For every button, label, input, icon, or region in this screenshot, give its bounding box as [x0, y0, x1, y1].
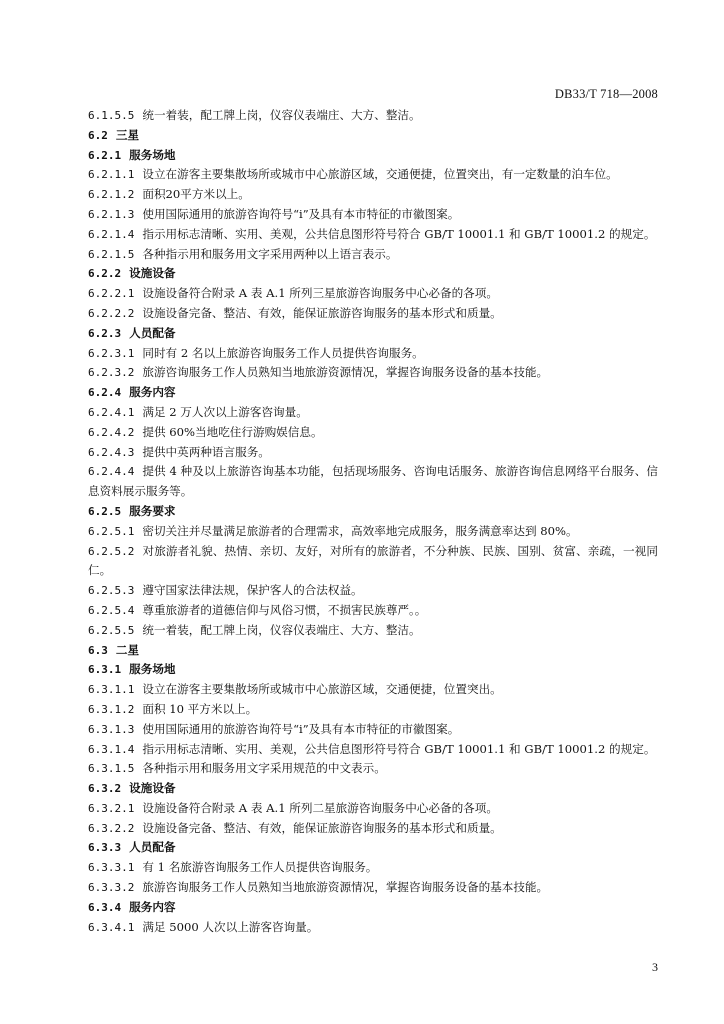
clause-line	[88, 799, 658, 819]
clause-text: 人员配备	[129, 840, 176, 855]
clause-number: 6.2	[88, 128, 108, 142]
section-heading	[88, 898, 658, 918]
clause-line	[88, 403, 658, 423]
clause-number: 6.2.5.4	[88, 603, 135, 617]
clause-text: 各种指示用和服务用文字采用规范的中文表示。	[142, 761, 386, 776]
clause-line	[88, 858, 658, 878]
clause-number: 6.3	[88, 643, 108, 657]
clause-line	[88, 700, 658, 720]
clause-line	[88, 680, 658, 700]
clause-line	[88, 918, 658, 938]
clause-text: 指示用标志清晰、实用、美观，公共信息图形符号符合 GB/T 10001.1 和 GB/T 10001.2 的规定。	[142, 226, 656, 241]
clause-number: 6.2.5.5	[88, 623, 135, 637]
clause-line	[88, 363, 658, 383]
clause-number: 6.3.1.3	[88, 722, 135, 736]
clause-number: 6.2.1.1	[88, 168, 135, 182]
clause-text: 满足 5000 人次以上游客咨询量。	[142, 919, 319, 934]
clause-text: 设施设备	[129, 781, 176, 796]
clause-number: 6.3.3.2	[88, 881, 135, 895]
clause-number: 6.2.5.1	[88, 524, 135, 538]
clause-number: 6.2.4.3	[88, 445, 135, 459]
clause-number: 6.2.1	[88, 148, 122, 162]
clause-text: 满足 2 万人次以上游客咨询量。	[142, 404, 308, 419]
clause-number: 6.2.4	[88, 386, 122, 400]
clause-text: 有 1 名旅游咨询服务工作人员提供咨询服务。	[142, 860, 378, 875]
clause-number: 6.2.5.3	[88, 584, 135, 598]
clause-line	[88, 720, 658, 740]
clause-line	[88, 522, 658, 542]
page-number: 3	[652, 960, 658, 974]
clause-line	[88, 819, 658, 839]
clause-number: 6.3.2.1	[88, 801, 135, 815]
clause-text: 三星	[115, 127, 140, 142]
clause-number: 6.2.2.1	[88, 287, 135, 301]
clause-text: 服务场地	[129, 147, 176, 162]
clause-number: 6.2.2	[88, 267, 122, 281]
clause-number: 6.1.5.5	[88, 109, 135, 122]
clause-text: 旅游咨询服务工作人员熟知当地旅游资源情况，掌握咨询服务设备的基本技能。	[142, 365, 549, 380]
clause-text: 提供 4 种及以上旅游咨询基本功能，包括现场服务、咨询电话服务、旅游咨询信息网络平台服务、信息资料展示服务等。	[88, 464, 658, 499]
section-heading	[88, 324, 658, 344]
clause-line	[88, 740, 658, 760]
clause-text: 对旅游者礼貌、热情、亲切、友好，对所有的旅游者，不分种族、民族、国别、贫富、亲疏，一视同仁。	[88, 543, 658, 578]
clause-line	[88, 423, 658, 443]
clause-line	[88, 205, 658, 225]
clause-number: 6.2.3.2	[88, 366, 135, 380]
clause-text: 二星	[115, 642, 140, 657]
clause-line	[88, 284, 658, 304]
clause-text: 设施设备符合附录 A 表 A.1 所列三星旅游咨询服务中心必备的各项。	[142, 286, 498, 301]
clause-text: 指示用标志清晰、实用、美观，公共信息图形符号符合 GB/T 10001.1 和 GB/T 10001.2 的规定。	[142, 741, 656, 756]
section-heading	[88, 146, 658, 166]
clause-text: 面积 10 平方米以上。	[142, 701, 258, 716]
clause-number: 6.3.1.4	[88, 742, 135, 756]
clause-line	[88, 462, 658, 502]
clause-number: 6.2.1.3	[88, 207, 135, 221]
clause-number: 6.2.5	[88, 504, 122, 518]
clause-text: 设施设备符合附录 A 表 A.1 所列二星旅游咨询服务中心必备的各项。	[142, 800, 498, 815]
clause-number: 6.3.3.1	[88, 861, 135, 875]
clause-number: 6.2.1.5	[88, 247, 135, 261]
clause-number: 6.2.4.1	[88, 405, 135, 419]
clause-line	[88, 759, 658, 779]
clause-text: 设施设备	[129, 266, 176, 281]
section-heading	[88, 383, 658, 403]
clause-text: 服务场地	[129, 662, 176, 677]
section-heading	[88, 838, 658, 858]
clause-text: 使用国际通用的旅游咨询符号“i”及具有本市特征的市徽图案。	[142, 721, 460, 736]
clause-line	[88, 245, 658, 265]
clause-text: 尊重旅游者的道德信仰与风俗习惯，不损害民族尊严。。	[142, 602, 427, 617]
clause-line	[88, 601, 658, 621]
clause-number: 6.3.1.2	[88, 702, 135, 716]
clause-line	[88, 878, 658, 898]
clause-text: 面积20平方米以上。	[142, 187, 250, 202]
clause-number: 6.3.2	[88, 782, 122, 796]
clause-line	[88, 106, 658, 126]
clause-text: 人员配备	[129, 325, 176, 340]
clause-text: 服务内容	[129, 899, 176, 914]
section-heading	[88, 779, 658, 799]
clause-line	[88, 542, 658, 582]
clause-number: 6.2.3.1	[88, 346, 135, 360]
clause-text: 设立在游客主要集散场所或城市中心旅游区域，交通便捷，位置突出。	[142, 682, 502, 697]
section-heading	[88, 502, 658, 522]
section-heading	[88, 264, 658, 284]
clause-number: 6.2.5.2	[88, 544, 135, 558]
section-heading	[88, 126, 658, 146]
section-heading	[88, 641, 658, 661]
clause-text: 旅游咨询服务工作人员熟知当地旅游资源情况，掌握咨询服务设备的基本技能。	[142, 880, 549, 895]
clause-line	[88, 165, 658, 185]
clause-number: 6.2.3	[88, 326, 122, 340]
clause-line	[88, 225, 658, 245]
clause-text: 各种指示用和服务用文字采用两种以上语言表示。	[142, 246, 398, 261]
clause-number: 6.3.1.5	[88, 762, 135, 776]
clause-text: 同时有 2 名以上旅游咨询服务工作人员提供咨询服务。	[142, 345, 424, 360]
clause-number: 6.2.4.2	[88, 425, 135, 439]
clause-line	[88, 304, 658, 324]
clause-text: 密切关注并尽量满足旅游者的合理需求，高效率地完成服务，服务满意率达到 80%。	[142, 523, 578, 538]
clause-number: 6.3.4.1	[88, 920, 135, 934]
clause-line	[88, 621, 658, 641]
clause-text: 提供 60%当地吃住行游购娱信息。	[142, 424, 323, 439]
clause-text: 统一着装，配工牌上岗，仪容仪表端庄、大方、整洁。	[142, 108, 421, 122]
clause-line	[88, 344, 658, 364]
document-code: DB33/T 718—2008	[554, 87, 658, 101]
clause-number: 6.2.1.4	[88, 227, 135, 241]
clause-text: 服务内容	[129, 385, 176, 400]
section-heading	[88, 660, 658, 680]
clause-number: 6.3.2.2	[88, 821, 135, 835]
clause-line	[88, 443, 658, 463]
document-body	[88, 106, 658, 937]
clause-number: 6.2.4.4	[88, 465, 135, 479]
clause-text: 使用国际通用的旅游咨询符号“i”及具有本市特征的市徽图案。	[142, 206, 460, 221]
clause-line	[88, 581, 658, 601]
clause-number: 6.2.1.2	[88, 188, 135, 202]
clause-text: 统一着装，配工牌上岗，仪容仪表端庄、大方、整洁。	[142, 622, 421, 637]
clause-number: 6.3.3	[88, 841, 122, 855]
clause-text: 设施设备完备、整洁、有效，能保证旅游咨询服务的基本形式和质量。	[142, 820, 502, 835]
clause-text: 设施设备完备、整洁、有效，能保证旅游咨询服务的基本形式和质量。	[142, 305, 502, 320]
clause-line	[88, 185, 658, 205]
clause-text: 提供中英两种语言服务。	[142, 444, 270, 459]
clause-number: 6.3.1	[88, 663, 122, 677]
clause-number: 6.2.2.2	[88, 306, 135, 320]
clause-number: 6.3.1.1	[88, 683, 135, 697]
clause-text: 服务要求	[129, 503, 176, 518]
clause-number: 6.3.4	[88, 900, 122, 914]
clause-text: 遵守国家法律法规，保护客人的合法权益。	[142, 583, 363, 598]
clause-text: 设立在游客主要集散场所或城市中心旅游区域，交通便捷，位置突出，有一定数量的泊车位。	[142, 167, 618, 182]
